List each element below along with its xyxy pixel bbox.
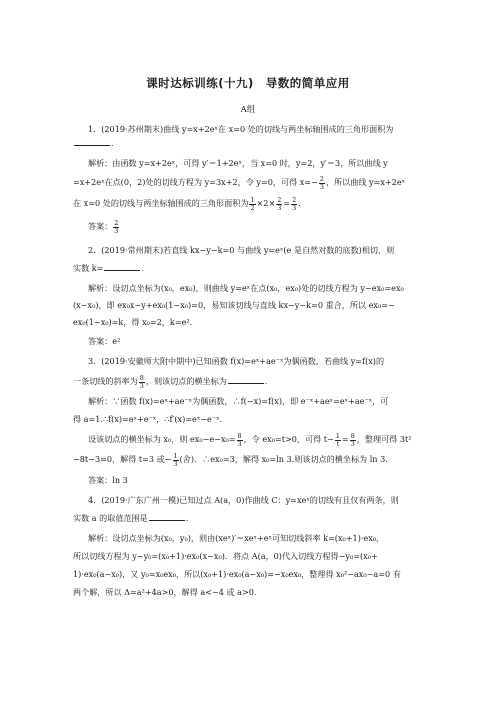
- solution-1-line-1: 解析：由函数 y=x+2eˣ，可得 y′＝1+2eˣ，当 x=0 时，y=2，y′＝3，所以曲线 y: [88, 158, 388, 168]
- answer-blank: [149, 513, 185, 521]
- fraction: $\frac{2}{3}$: [277, 196, 282, 212]
- problem-3-stem: 3．(2019·安徽师大附中期中)已知函数 f(x)=eˣ+ae⁻ˣ为偶函数，若曲线 y=f(x)的: [88, 356, 385, 366]
- fraction: $\frac{8}{3}$: [350, 432, 355, 448]
- answer-3: 答案：ln 3: [88, 475, 128, 485]
- solution-3-line-3: 设该切点的横坐标为 x₀，则 ex₀−e−x₀= $\frac{8}{3}$ ，令 ex₀=t>0，可得 t− $\frac{1}{t}$ = $\frac{8}{3}$ ，整理可得 3t²: [88, 432, 412, 448]
- answer-blank: [104, 263, 140, 271]
- solution-1-line-2: =x+2eˣ在点(0，2)处的切线方程为 y=3x+2，令 y=0，可得 x=− $\frac{2}{3}$ ，所以曲线 y=x+2eˣ: [73, 175, 406, 191]
- fraction: $\frac{1}{2}$: [250, 196, 255, 212]
- solution-2-line-3: ex₀(1−x₀)=k，得 x₀=2，k=e².: [73, 317, 193, 327]
- solution-4-line-1: 解析：设切点坐标为(x₀，y₀)，则由(xeˣ)′＝xeˣ+eˣ可知切线斜率 k=(x₀+1)·ex₀，: [88, 533, 385, 543]
- fraction: $\frac{2}{3}$: [114, 219, 119, 235]
- solution-4-line-3: 1)·ex₀(a−x₀)，又 y₀=x₀ex₀，所以(x₀+1)·ex₀(a−x₀)=−x₀ex₀，整理得 x₀²−ax₀−a=0 有: [73, 569, 401, 579]
- page-title: 课时达标训练(十九) 导数的简单应用: [146, 76, 350, 90]
- group-label: A组: [240, 105, 256, 115]
- solution-4-line-4: 两个解，所以 Δ=a²+4a>0，解得 a<−4 或 a>0.: [73, 587, 257, 597]
- solution-3-line-1: 解析：∵函数 f(x)=eˣ+ae⁻ˣ为偶函数，∴f(−x)=f(x)，即 e⁻ˣ+aeˣ=eˣ+ae⁻ˣ，可: [88, 396, 389, 406]
- solution-2-line-1: 解析：设切点坐标为(x₀，ex₀)，则曲线 y=eˣ在点(x₀，ex₀)处的切线方程为 y−ex₀=ex₀: [88, 283, 404, 293]
- fraction: $\frac{2}{3}$: [292, 196, 297, 212]
- solution-2-line-2: (x−x₀)，即 ex₀x−y+ex₀(1−x₀)=0，易知该切线与直线 kx−y−k=0 重合，所以 ex₀=−: [73, 300, 395, 310]
- answer-blank: [74, 138, 110, 146]
- problem-4-stem: 4．(2019·广东广州一模)已知过点 A(a，0)作曲线 C：y=xeˣ的切线有且仅有两条，则: [88, 495, 399, 505]
- solution-3-line-4: −8t−3=0，解得 t=3 或− $\frac{1}{3}$ (舍)．∴ex₀=3，解得 x₀=ln 3.则该切点的横坐标为 ln 3.: [73, 452, 388, 468]
- answer-blank-line: .: [73, 138, 426, 149]
- fraction: $\frac{8}{3}$: [237, 432, 242, 448]
- solution-3-line-2: 得 a=1.∴f(x)=eˣ+e⁻ˣ，∴f′(x)=eˣ−e⁻ˣ.: [73, 414, 223, 424]
- solution-1-line-3: 在 x=0 处的切线与两坐标轴围成的三角形面积为 $\frac{1}{2}$ ×2× $\frac{2}{3}$ = $\frac{2}{3}$ .: [73, 196, 301, 212]
- problem-1-stem: 1．(2019·苏州期末)曲线 y=x+2eˣ在 x=0 处的切线与两坐标轴围成的三角形面积为: [88, 124, 394, 134]
- fraction: $\frac{8}{3}$: [139, 374, 144, 390]
- problem-4-stem-2: 实数 a 的取值范围是 .: [73, 513, 189, 523]
- problem-3-stem-2: 一条切线的斜率为 $\frac{8}{3}$ ，则该切点的横坐标为 .: [73, 374, 268, 390]
- answer-blank: [228, 376, 264, 384]
- solution-4-line-2: 所以切线方程为 y−y₀=(x₀+1)·ex₀(x−x₀)．将点 A(a，0)代入切线方程得−y₀=(x₀+: [73, 551, 378, 561]
- fraction: $\frac{1}{3}$: [173, 452, 178, 468]
- fraction: $\frac{1}{t}$: [335, 432, 340, 448]
- answer-1: 答案： $\frac{2}{3}$: [88, 219, 119, 235]
- problem-2-stem-2: 实数 k= .: [73, 263, 145, 273]
- fraction: $\frac{2}{3}$: [319, 175, 324, 191]
- problem-2-stem: 2．(2019·常州期末)若直线 kx−y−k=0 与曲线 y=eˣ(e 是自然对数的底数)相切，则: [88, 245, 395, 255]
- answer-2: 答案：e²: [88, 336, 121, 346]
